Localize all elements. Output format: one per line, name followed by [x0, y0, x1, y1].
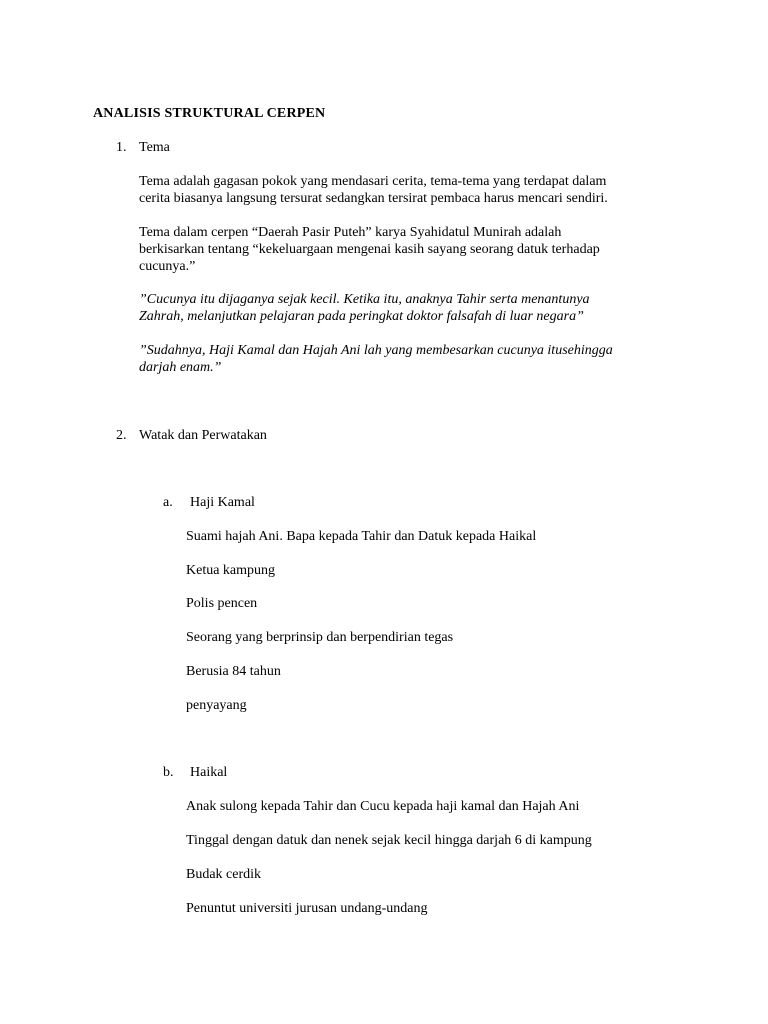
character-letter: b. — [163, 765, 174, 780]
paragraph-line: berkisarkan tentang “kekeluargaan mengenai kasih sayang seorang datuk terhadap — [139, 242, 600, 257]
character-name-haji-kamal: Haji Kamal — [190, 495, 255, 510]
trait-item: Seorang yang berprinsip dan berpendirian tegas — [186, 630, 454, 645]
trait-item: Tinggal dengan datuk dan nenek sejak kecil hingga darjah 6 di kampung — [186, 833, 592, 848]
trait-item: Polis pencen — [186, 596, 258, 611]
trait-item: Suami hajah Ani. Bapa kepada Tahir dan Datuk kepada Haikal — [186, 529, 537, 544]
trait-item: Berusia 84 tahun — [186, 664, 281, 679]
section-number: 1. — [116, 140, 127, 155]
paragraph-line: Tema dalam cerpen “Daerah Pasir Puteh” karya Syahidatul Munirah adalah — [139, 225, 562, 240]
character-letter: a. — [163, 495, 173, 510]
paragraph-line: cucunya.” — [139, 259, 196, 274]
trait-item: Ketua kampung — [186, 563, 276, 578]
section-heading-watak: Watak dan Perwatakan — [139, 428, 267, 443]
trait-item: Budak cerdik — [186, 867, 262, 882]
trait-item: Penuntut universiti jurusan undang-undang — [186, 901, 428, 916]
trait-item: penyayang — [186, 698, 247, 713]
character-name-haikal: Haikal — [190, 765, 228, 780]
paragraph-line: Tema adalah gagasan pokok yang mendasari cerita, tema-tema yang terdapat dalam — [139, 174, 607, 189]
quote-line: ”Sudahnya, Haji Kamal dan Hajah Ani lah yang membesarkan cucunya itusehingga — [139, 343, 613, 358]
trait-item: Anak sulong kepada Tahir dan Cucu kepada haji kamal dan Hajah Ani — [186, 799, 580, 814]
quote-line: Zahrah, melanjutkan pelajaran pada peringkat doktor falsafah di luar negara” — [139, 309, 584, 324]
quote-line: ”Cucunya itu dijaganya sejak kecil. Ketika itu, anaknya Tahir serta menantunya — [139, 292, 590, 307]
section-number: 2. — [116, 428, 127, 443]
section-heading-tema: Tema — [139, 140, 170, 155]
quote-line: darjah enam.” — [139, 360, 222, 375]
document-title: ANALISIS STRUKTURAL CERPEN — [93, 106, 326, 121]
paragraph-line: cerita biasanya langsung tersurat sedangkan tersirat pembaca harus mencari sendiri. — [139, 191, 608, 206]
